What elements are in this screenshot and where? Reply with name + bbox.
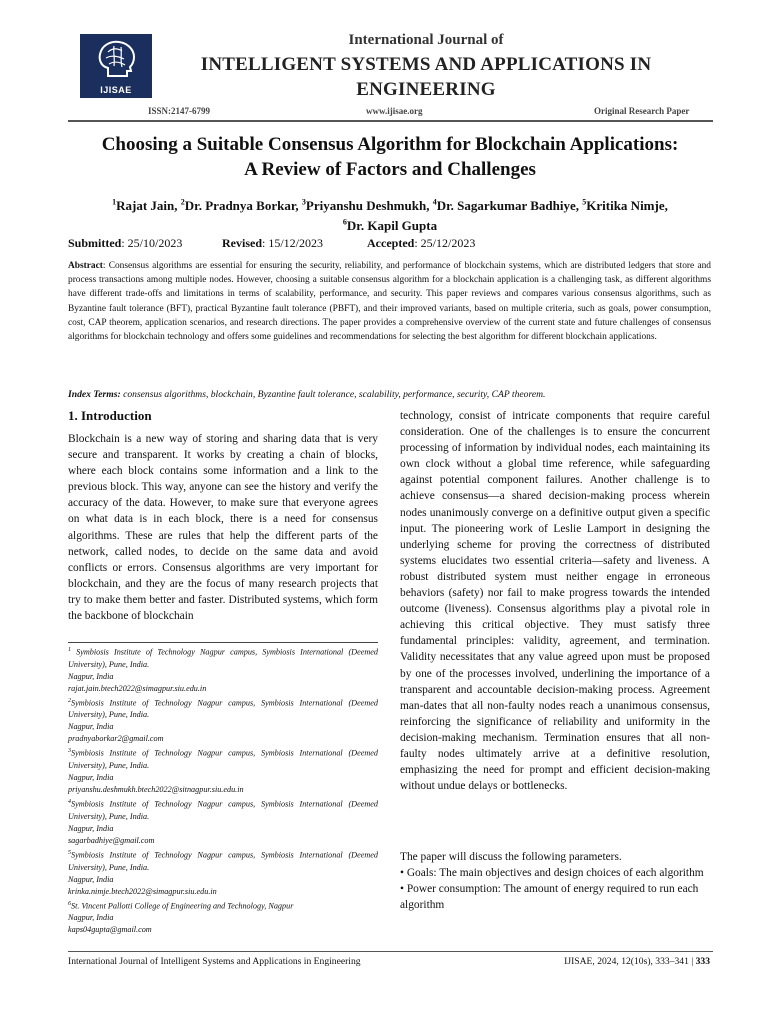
- footnote-item: $^6$St. Vincent Pallotti College of Engineering and Technology, Nagpur Nagpur, India kaps04gupta@gmail.com: [68, 900, 294, 935]
- intro-paragraph-right: technology, consist of intricate components that require careful consideration. One of the challenges is to ensure the concurrent processing of information by individual nodes, each maintaining its own clock without a global time reference, while safeguarding against potential component failures. Another challenge is to achieve consensus—a shared decision-making process wherein nodes unanimously converge on a definitive output given a specific input. The pioneering work of Leslie Lamport in designing the underlying scheme for proving the correctness of distributed systems elucidates two essential criteria—safety and liveness. A robust distributed system must neither engage in erroneous behaviors (safety) nor fail to make progress towards the intended outcome (liveness). Consensus algorithms play a pivotal role in achieving this critical objective. They must satisfy three fundamental principles: validity, agreement, and termination. Validity necessitates that any value agreed upon must be proposed by one of the processes involved, underlining the importance of a transparent and accountable decision-making process. Agreement man-dates that all non-faulty nodes reach a unanimous consensus, reinforcing the significance of reliability and uniformity in the decision-making mechanism. Termination ensures that all non-faulty nodes ultimately arrive at a definitive resolution, emphasizing the need for prompt and efficient decision-making without undue delays or bottlenecks.: [400, 410, 710, 793]
- footnote-divider: [68, 642, 378, 643]
- section-heading-introduction: 1. Introduction: [68, 408, 152, 423]
- journal-name-line1: INTELLIGENT SYSTEMS AND APPLICATIONS IN: [200, 54, 652, 75]
- index-terms-text: consensus algorithms, blockchain, Byzantine fault tolerance, scalability, performance, security, CAP theorem.: [120, 389, 546, 400]
- index-terms-label: Index Terms:: [68, 389, 121, 400]
- footnote-item: $^1$ Symbiosis Institute of Technology Nagpur campus, Symbiosis International (Deemed University), Pune, India. Nagpur, India rajat.jain.btech2022@simagpur.siu.edu.in: [68, 647, 378, 693]
- author: $^5$Kritika Nimje,: [582, 198, 668, 214]
- footer-citation: IJISAE, 2024, 12(10s), 333–341 | 333: [564, 956, 710, 967]
- revised-date: Revised: 15/12/2023: [222, 236, 324, 250]
- index-terms: [68, 389, 711, 400]
- footer-divider: [68, 951, 713, 952]
- intro-paragraph-left: Blockchain is a new way of storing and sharing data that is very secure and transparent. It works by creating a chain of blocks, where each block contains some information and a link to the previous block. This way, anyone can see the history and verify the accuracy of the data. However, to make sure that everyone agrees on what data is in each block, there is a need for consensus algorithms. These are rules that help the different parts of the network, called nodes, to decide on the same data and avoid conflicts or errors. Consensus algorithms are very important for blockchain, and they are the focus of many research projects that try to make them better and faster. Distributed systems, which form the backbone of blockchain: [68, 433, 378, 623]
- paper-title-line2: A Review of Factors and Challenges: [244, 159, 536, 180]
- header-divider: [68, 120, 713, 122]
- journal-name-line2: ENGINEERING: [356, 79, 496, 100]
- author: $^2$Dr. Pradnya Borkar,: [180, 198, 302, 214]
- page-number: 333: [695, 956, 710, 967]
- abstract: [68, 259, 711, 344]
- abstract-text: : Consensus algorithms are essential for ensuring the security, reliability, and performance of blockchain systems, which are distributed ledgers that store and process transactions among multiple nodes. However, choosing a suitable consensus algorithm for a blockchain application is a challenging task, as different algorithms have different trade-offs and limitations in terms of scalability, performance, and security. This paper reviews and compares various consensus algorithms, such as Byzantine fault tolerance (BFT), practical Byzantine fault tolerance (PBFT), and their improved variants, based on multiple criteria, such as goals, power consumption, cost, CAP theorem, application scenarios, and research directions. The paper provides a comprehensive overview of the current state and future challenges of consensus algorithms for blockchain technology and offers some guidelines and recommendations for selecting the best algorithm for different blockchain applications.: [68, 261, 711, 343]
- author: $^1$Rajat Jain,: [112, 198, 181, 214]
- bullet-power-consumption: • Power consumption: The amount of energy required to run each algorithm: [400, 883, 699, 912]
- paper-title-line1: Choosing a Suitable Consensus Algorithm for Blockchain Applications:: [101, 134, 679, 155]
- footnote-item: $^3$Symbiosis Institute of Technology Nagpur campus, Symbiosis International (Deemed University), Pune, India. Nagpur, India priyanshu.deshmukh.btech2022@sitnagpur.siu.edu.in: [68, 748, 378, 795]
- author: $^6$Dr. Kapil Gupta: [342, 217, 438, 233]
- journal-website[interactable]: www.ijisae.org: [366, 106, 423, 116]
- paper-type: Original Research Paper: [594, 106, 690, 116]
- logo-text: IJISAE: [100, 85, 132, 95]
- author-list: [80, 195, 700, 234]
- submitted-date: Submitted: 25/10/2023: [68, 236, 183, 250]
- paper-title: [60, 132, 720, 182]
- footnote-item: $^5$Symbiosis Institute of Technology Nagpur campus, Symbiosis International (Deemed University), Pune, India. Nagpur, India krinka.nimje.btech2022@simagpur.siu.edu.in: [68, 849, 378, 896]
- brain-head-icon: [94, 40, 138, 78]
- footnote-item: $^4$Symbiosis Institute of Technology Nagpur campus, Symbiosis International (Deemed University), Pune, India. Nagpur, India sagarbadhiye@gmail.com: [68, 799, 378, 845]
- affiliation-footnotes: [68, 644, 378, 936]
- parameters-list: [400, 849, 710, 913]
- author: $^4$Dr. Sagarkumar Badhiye,: [432, 198, 583, 214]
- journal-prefix: International Journal of: [348, 32, 504, 48]
- accepted-date: Accepted: 25/12/2023: [367, 236, 476, 250]
- author: $^3$Priyanshu Deshmukh,: [301, 198, 433, 214]
- abstract-label: Abstract: [68, 261, 103, 271]
- parameters-intro: The paper will discuss the following parameters.: [400, 851, 622, 863]
- issn: ISSN:2147-6799: [148, 106, 211, 116]
- bullet-goals: • Goals: The main objectives and design choices of each algorithm: [400, 867, 704, 880]
- footer-journal-name: International Journal of Intelligent Systems and Applications in Engineering: [68, 956, 361, 967]
- footnote-item: $^2$Symbiosis Institute of Technology Nagpur campus, Symbiosis International (Deemed University), Pune, India. Nagpur, India pradnyaborkar2@gmail.com: [68, 697, 378, 744]
- journal-logo: [80, 34, 152, 98]
- journal-name: [160, 52, 692, 102]
